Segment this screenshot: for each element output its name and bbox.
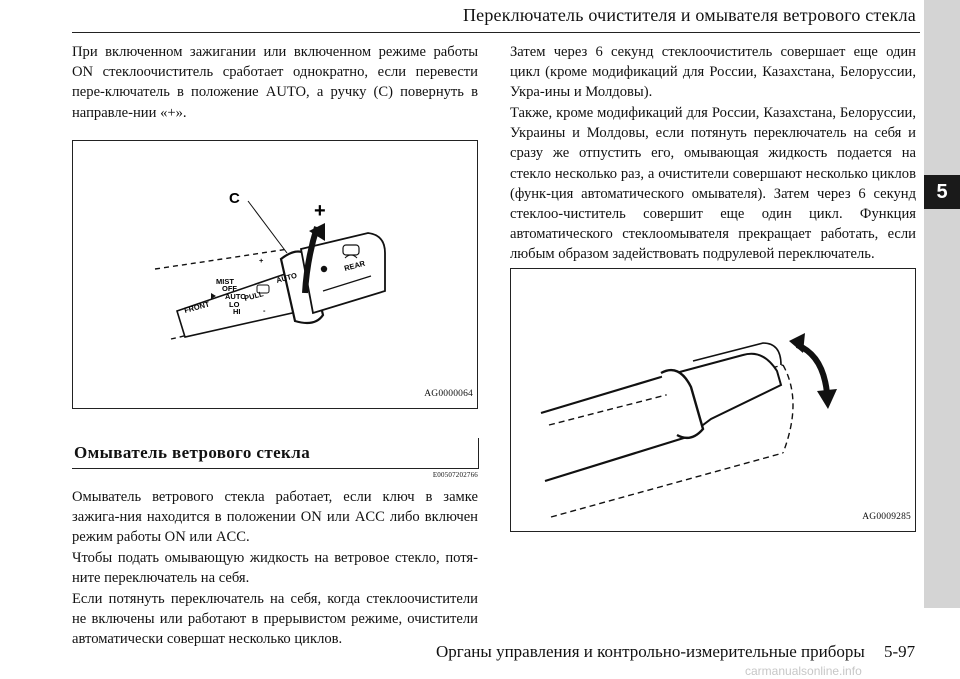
wiper-lever-illustration <box>73 141 477 408</box>
chapter-number-badge[interactable]: 5 <box>924 175 960 209</box>
page-number: 5-97 <box>884 642 916 661</box>
callout-plus: + <box>314 200 326 222</box>
right-paragraph-2: Также, кроме модификаций для России, Казахстана, Белоруссии, Украины и Молдовы, если потянуть переключатель на себя и сразу же отпустить его, омывающая жидкость подается на стекло несколько раз, а очистители совершают несколько циклов (функ-ция автоматического омывателя). Затем через 6 секунд стеклоо-чиститель совершит еще один цикл. Функция автоматического стеклоомывателя прекращает работать, если любым образом задействовать подрулевой переключатель. <box>510 105 916 263</box>
label-lo: LO <box>229 300 240 309</box>
label-mist: MIST <box>216 277 234 286</box>
figure-lever-pull <box>510 268 916 532</box>
label-rear: REAR <box>343 258 367 273</box>
figure2-code: AG0009285 <box>862 512 911 522</box>
callout-c: C <box>229 190 240 207</box>
label-auto-ring: AUTO <box>275 270 298 285</box>
label-pull: PULL <box>243 289 265 303</box>
label-minus-mark: - <box>263 306 266 315</box>
watermark: carmanualsonline.info <box>745 664 862 678</box>
page-header-title: Переключатель очистителя и омывателя ветрового стекла <box>462 5 916 25</box>
right-paragraph-1: Затем через 6 секунд стеклоочиститель совершает еще один цикл (кроме модификаций для России, Казахстана, Белоруссии, Укра-ины и Молдовы). <box>510 44 916 101</box>
section-title: Омыватель ветрового стекла <box>74 443 311 462</box>
label-off: OFF <box>222 284 237 293</box>
intro-paragraph: При включенном зажигании или включенном режиме работы ON стеклоочиститель сработает однократно, если перевести пере-ключатель в положение AUTO, а ручку (C) повернуть в направле-нии «+». <box>72 44 478 121</box>
figure-wiper-lever <box>72 140 478 409</box>
washer-paragraph-2: Чтобы подать омывающую жидкость на ветровое стекло, потя-ните переключатель на себя. <box>72 550 478 587</box>
chapter-side-tab <box>924 0 960 608</box>
section-code: E00507202766 <box>432 471 478 479</box>
footer-chapter-title: Органы управления и контрольно-измерительные приборы <box>436 642 865 661</box>
label-hi: HI <box>233 307 241 316</box>
label-auto: AUTO <box>225 292 247 301</box>
washer-paragraph-1: Омыватель ветрового стекла работает, если ключ в замке зажига-ния находится в положении ON или ACC либо включен режим работы ON или ACC. <box>72 489 478 546</box>
section-heading <box>72 438 479 469</box>
figure1-code: AG0000064 <box>424 389 473 399</box>
washer-paragraph-3: Если потянуть переключатель на себя, когда стеклоочистители не включены или работают в прерывистом режиме, очистители автоматически совершат несколько циклов. <box>72 591 478 648</box>
lever-pull-illustration <box>511 269 915 531</box>
header-rule <box>72 32 920 33</box>
label-front: FRONT <box>183 299 211 315</box>
label-plus-mark: + <box>259 256 264 265</box>
